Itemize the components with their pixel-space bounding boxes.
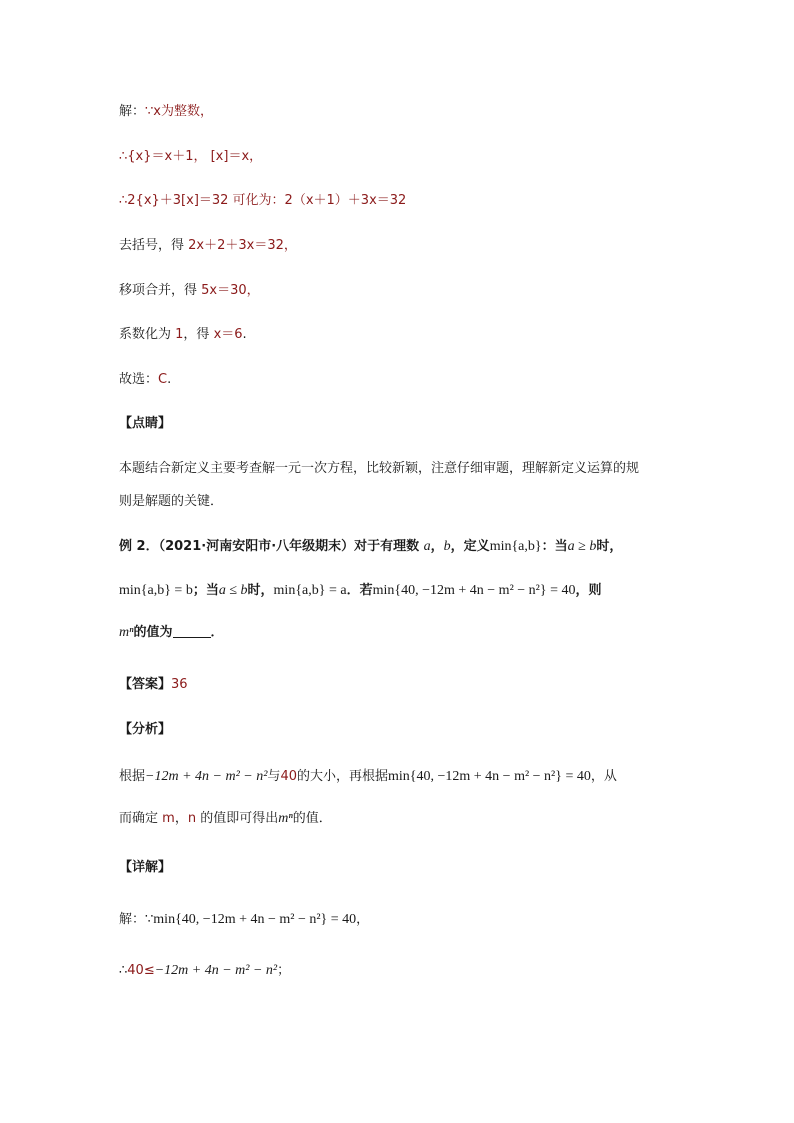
heading-xiangjie: 【详解】: [119, 860, 172, 875]
text-label: 系数化为: [119, 327, 176, 342]
text-label: ，定义: [450, 539, 490, 554]
solution-line-1: [119, 103, 213, 121]
text-equation: 5x＝30，: [201, 283, 260, 298]
text-label: 时，: [596, 539, 623, 554]
math-m-pow-n: mⁿ: [278, 811, 293, 826]
text-value: 1: [175, 327, 184, 342]
text-comma: ，: [174, 811, 188, 826]
text-label: ：当: [541, 539, 568, 554]
because-symbol: ∵: [145, 912, 154, 927]
text-equation: 2x＋2＋3x＝32，: [188, 238, 297, 253]
math-min-equation: min{40, −12m + 4n − m² − n²} = 40: [372, 583, 576, 598]
heading-fenxi: 【分析】: [119, 722, 172, 737]
text-forty-le: 40≤: [127, 963, 155, 978]
therefore-symbol: ∴: [119, 963, 128, 978]
math-min-eq-b: min{a,b} = b: [119, 583, 193, 598]
var-a: a: [423, 539, 431, 554]
text-label: ．若: [346, 583, 373, 598]
analysis-line-2: [119, 810, 332, 828]
analysis-line-1: [119, 768, 617, 786]
text-forty: 40: [280, 769, 297, 784]
detail-line-2: [119, 962, 290, 980]
text-label: ，得: [183, 327, 214, 342]
text-comma: ，: [356, 912, 370, 927]
solution-line-3: [119, 192, 406, 210]
text-label: 故选：: [119, 372, 159, 387]
text-label: 的值为: [133, 625, 173, 640]
text-label: 与: [267, 769, 281, 784]
text-label: 去括号，得: [119, 238, 189, 253]
text-label: 的值．: [292, 811, 332, 826]
text-label: 时，: [247, 583, 274, 598]
math-expression: −12m + 4n − m² − n²: [154, 963, 278, 978]
solution-line-5: [119, 282, 260, 300]
text-period: .: [167, 372, 172, 387]
math-m-pow-n: mⁿ: [119, 625, 134, 640]
example-line-2: [119, 582, 602, 600]
answer-label: 【答案】: [119, 677, 172, 692]
example-title: 例 2．（2021·河南安阳市·八年级期末）对于有理数: [119, 539, 424, 554]
var-n: n: [187, 811, 197, 826]
text-brace-bracket: ∴{x}＝x＋1， [x]＝x，: [119, 149, 263, 164]
text-label: 解：: [119, 912, 146, 927]
solution-line-4: [119, 237, 297, 255]
var-m: m: [162, 811, 175, 826]
math-min-equation: min{40, −12m + 4n − m² − n²} = 40: [153, 912, 357, 927]
heading-dianjing: 【点睛】: [119, 416, 172, 431]
text-choice: C: [158, 372, 168, 387]
paragraph-line-1: 本题结合新定义主要考查解一元一次方程，比较新颖，注意仔细审题，理解新定义运算的规: [119, 461, 640, 476]
answer-line: [119, 676, 188, 694]
text-label: ，则: [575, 583, 602, 598]
math-min-equation: min{40, −12m + 4n − m² − n²} = 40: [388, 769, 591, 784]
text-period: .: [242, 327, 247, 342]
text-result: x＝6: [213, 327, 243, 342]
text-equation-rewrite: ∴2{x}＋3[x]＝32 可化为：2（x＋1）＋3x＝32: [119, 193, 407, 208]
text-period: ．: [210, 625, 224, 640]
solution-line-7: [119, 371, 171, 389]
math-a-le-b: a ≤ b: [218, 583, 248, 598]
answer-value: 36: [171, 677, 188, 692]
text-label: ，从: [590, 769, 617, 784]
var-b: b: [443, 539, 451, 554]
text-label: 的值即可得出: [196, 811, 279, 826]
paragraph-line-2: 则是解题的关键．: [119, 494, 224, 509]
answer-blank: [173, 625, 211, 638]
solution-label: 解：: [119, 104, 146, 119]
detail-line-1: [119, 911, 369, 929]
example-line-3: [119, 624, 224, 642]
text-label: 的大小，再根据: [296, 769, 388, 784]
math-min-ab: min{a,b}: [489, 539, 542, 554]
math-min-eq-a: min{a,b} = a: [273, 583, 347, 598]
solution-line-6: [119, 326, 247, 344]
math-expression: −12m + 4n − m² − n²: [145, 769, 268, 784]
text-label: 而确定: [119, 811, 163, 826]
example-line-1: [119, 538, 622, 556]
text-semicolon: ；: [277, 963, 291, 978]
text-comma: ，: [430, 539, 444, 554]
text-label: 移项合并，得: [119, 283, 202, 298]
text-label: ；当: [192, 583, 219, 598]
text-x-integer: ∵x为整数，: [145, 104, 213, 119]
text-label: 根据: [119, 769, 146, 784]
math-a-ge-b: a ≥ b: [567, 539, 597, 554]
solution-line-2: [119, 148, 262, 166]
